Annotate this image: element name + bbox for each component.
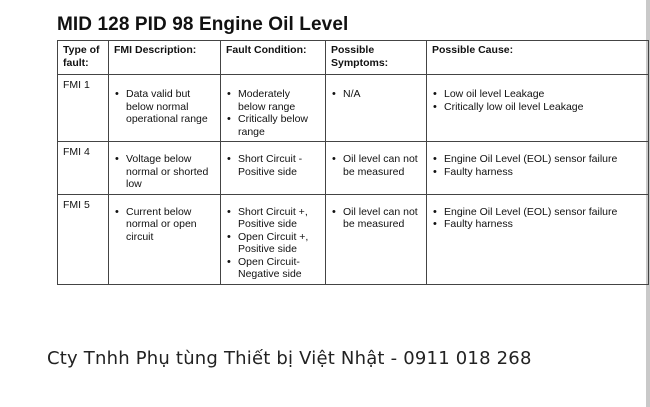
cause-item: • Engine Oil Level (EOL) sensor failure [432,206,643,219]
cause-cell [427,75,649,142]
description-item: • Current below normal or open circuit [114,206,215,244]
fault-condition-cell [221,142,326,195]
cause-item: • Faulty harness [432,218,643,231]
fault-condition-cell [221,75,326,142]
fmi-description-cell [109,75,221,142]
cause-cell [427,142,649,195]
cause-item: • Critically low oil level Leakage [432,101,643,114]
header-fault-condition: Fault Condition: [221,41,326,75]
condition-item: • Short Circuit - Positive side [226,153,320,178]
condition-item: • Open Circuit- Negative side [226,256,320,281]
fmi-description-cell [109,142,221,195]
condition-item: • Moderately below range [226,88,320,113]
fmi-description-cell [109,194,221,284]
condition-item: • Short Circuit +, Positive side [226,206,320,231]
fmi-type-cell [58,142,109,195]
symptoms-cell [326,75,427,142]
symptoms-cell [326,142,427,195]
cause-cell [427,194,649,284]
symptom-item: • N/A [331,88,421,101]
description-item: • Voltage below normal or shorted low [114,153,215,191]
condition-item: • Critically below range [226,113,320,138]
symptom-item: • Oil level can not be measured [331,153,421,178]
header-fmi-description: FMI Description: [109,41,221,75]
fmi-type-cell [58,194,109,284]
table-row [58,194,649,284]
table-header-row [58,41,649,75]
cause-item: • Engine Oil Level (EOL) sensor failure [432,153,643,166]
header-type-of-fault: Type of fault: [58,41,109,75]
fault-table [57,40,649,285]
fmi-type-cell [58,75,109,142]
header-possible-symptoms: Possible Symptoms: [326,41,427,75]
condition-item: • Open Circuit +, Positive side [226,231,320,256]
symptoms-cell [326,194,427,284]
fmi-type-label: FMI 4 [63,146,90,158]
page-title: MID 128 PID 98 Engine Oil Level [57,14,349,35]
header-possible-cause: Possible Cause: [427,41,649,75]
fmi-type-label: FMI 1 [63,79,90,91]
fault-condition-cell [221,194,326,284]
symptom-item: • Oil level can not be measured [331,206,421,231]
fmi-type-label: FMI 5 [63,198,90,211]
table-row [58,75,649,142]
table-row [58,142,649,195]
cause-item: • Low oil level Leakage [432,88,643,101]
company-watermark-footer: Cty Tnhh Phụ tùng Thiết bị Việt Nhật - 0911 018 268 [47,348,532,369]
description-item: • Data valid but below normal operational range [114,88,215,126]
cause-item: • Faulty harness [432,166,643,179]
